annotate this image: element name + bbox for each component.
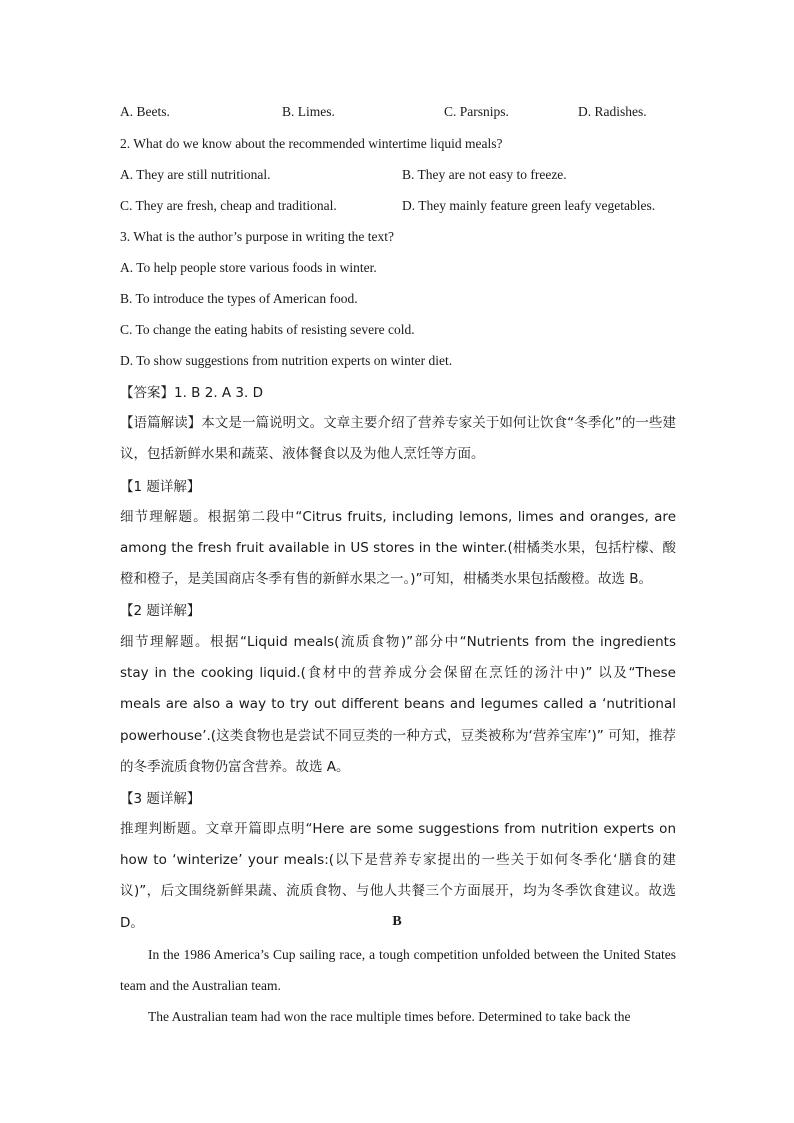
q1-option-a: A. Beets. xyxy=(120,104,170,119)
detail-3-body: 推理判断题。文章开篇即点明“Here are some suggestions from nutrition experts on how to ‘winterize’ your meals:(以下是营养专家提出的一些关于如何冬季化‘膳食的建议)”，后文围绕新鲜果蔬、流质食物、与他人共餐三个方面展开，均为冬季饮食建议。故选 D。 xyxy=(120,821,676,931)
q2-question: 2. What do we know about the recommended wintertime liquid meals? xyxy=(120,136,503,151)
q3-option-a: A. To help people store various foods in winter. xyxy=(120,260,377,275)
passage-paragraph-1: In the 1986 America’s Cup sailing race, a tough competition unfolded between the United States team and the Australian team. xyxy=(120,947,676,994)
reading-analysis: 【语篇解读】本文是一篇说明文。文章主要介绍了营养专家关于如何让饮食“冬季化”的一些建议，包括新鲜水果和蔬菜、液体餐食以及为他人烹饪等方面。 xyxy=(120,415,676,463)
detail-1-heading: 【1 题详解】 xyxy=(120,479,201,495)
answer-line: 【答案】1. B 2. A 3. D xyxy=(120,385,263,401)
detail-2-heading: 【2 题详解】 xyxy=(120,603,201,619)
q3-option-b: B. To introduce the types of American food. xyxy=(120,291,358,306)
detail-1-body: 细节理解题。根据第二段中“Citrus fruits, including lemons, limes and oranges, are among the fresh fruit available in US stores in the winter.(柑橘类水果，包括柠檬、酸橙和橙子，是美国商店冬季有售的新鲜水果之一。)”可知，柑橘类水果包括酸橙。故选 B。 xyxy=(120,509,676,588)
detail-2-body: 细节理解题。根据“Liquid meals(流质食物)”部分中“Nutrients from the ingredients stay in the cooking liquid.(食材中的营养成分会保留在烹饪的汤汁中)” 以及“These meals are also a way to try out different beans and legumes called a ‘nutritional powerhouse’.(这类食物也是尝试不同豆类的一种方式，豆类被称为‘营养宝库’)” 可知，推荐的冬季流质食物仍富含营养。故选 A。 xyxy=(120,634,676,775)
q2-option-a: A. They are still nutritional. xyxy=(120,167,271,182)
section-b-heading: B xyxy=(392,914,402,929)
q2-option-d: D. They mainly feature green leafy vegetables. xyxy=(402,198,656,213)
passage-paragraph-2: The Australian team had won the race multiple times before. Determined to take back the xyxy=(148,1009,631,1024)
q3-option-c: C. To change the eating habits of resisting severe cold. xyxy=(120,322,415,337)
q1-option-b: B. Limes. xyxy=(282,104,335,119)
q3-option-d: D. To show suggestions from nutrition experts on winter diet. xyxy=(120,353,453,368)
q1-option-d: D. Radishes. xyxy=(578,104,647,119)
q2-option-c: C. They are fresh, cheap and traditional. xyxy=(120,198,337,213)
q1-option-c: C. Parsnips. xyxy=(444,104,509,119)
q2-option-b: B. They are not easy to freeze. xyxy=(402,167,567,182)
q3-question: 3. What is the author’s purpose in writing the text? xyxy=(120,229,394,244)
detail-3-heading: 【3 题详解】 xyxy=(120,791,201,807)
